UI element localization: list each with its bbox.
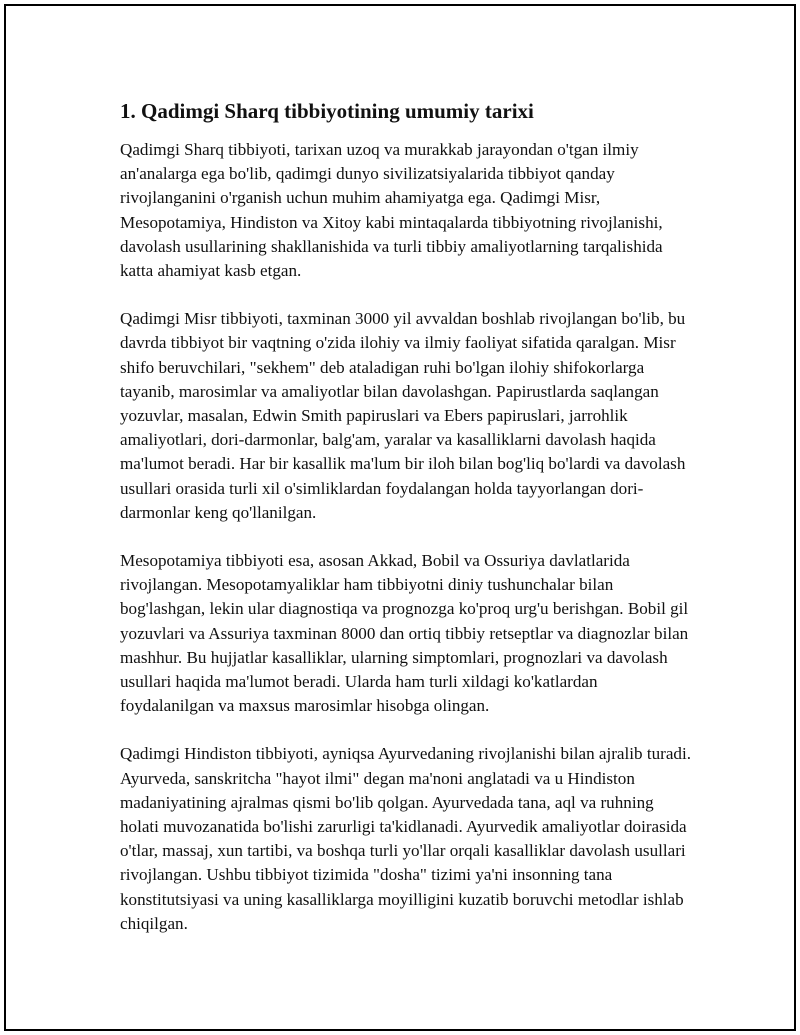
page-frame xyxy=(4,4,796,1031)
paragraph-mesopotamia: Mesopotamiya tibbiyoti esa, asosan Akkad, Bobil va Ossuriya davlatlarida rivojlangan. Mesopotamyaliklar ham tibbiyotni diniy tushunchalar bilan bog'lashgan, lekin ular diagnostiqa va prognozga ko'proq urg'u berishgan. Bobil gil yozuvlari va Assuriya taxminan 8000 dan ortiq tibbiy retseptlar va diagnozlar bilan mashhur. Bu hujjatlar kasalliklar, ularning simptomlari, prognozlari va davolash usullari haqida ma'lumot beradi. Ularda ham turli xildagi ko'katlardan foydalanilgan va maxsus marosimlar hisobga olingan. xyxy=(120,551,689,716)
paragraph-india: Qadimgi Hindiston tibbiyoti, ayniqsa Ayurvedaning rivojlanishi bilan ajralib turadi. Ayurveda, sanskritcha "hayot ilmi" degan ma'noni anglatadi va u Hindiston madaniyatining ajralmas qismi bo'lib qolgan. Ayurvedada tana, aql va ruhning holati muvozanatida bo'lishi zarurligi ta'kidlanadi. Ayurvedik amaliyotlar doirasida o'tlar, massaj, xun tartibi, va boshqa turli yo'llar orqali kasalliklar davolash usullari rivojlangan. Ushbu tibbiyot tizimida "dosha" tizimi ya'ni insonning tana konstitutsiyasi va uning kasalliklarga moyilligini kuzatib boruvchi metodlar ishlab chiqilgan. xyxy=(120,744,691,933)
paragraph-intro: Qadimgi Sharq tibbiyoti, tarixan uzoq va murakkab jarayondan o'tgan ilmiy an'analarga ega bo'lib, qadimgi dunyo sivilizatsiyalarida tibbiyot qanday rivojlanganini o'rganish uchun muhim ahamiyatga ega. Qadimgi Misr, Mesopotamiya, Hindiston va Xitoy kabi mintaqalarda tibbiyotning rivojlanishi, davolash usullarining shakllanishida va turli tibbiy amaliyotlarning tarqalishida katta ahamiyat kasb etgan. xyxy=(120,140,663,281)
paragraph-egypt: Qadimgi Misr tibbiyoti, taxminan 3000 yil avvaldan boshlab rivojlangan bo'lib, bu davrda tibbiyot bir vaqtning o'zida ilohiy va ilmiy faoliyat sifatida qaralgan. Misr shifo beruvchilari, "sekhem" deb ataladigan ruhi bo'lgan ilohiy shifokorlarga tayanib, marosimlar va amaliyotlar bilan davolashgan. Papirustlarda saqlangan yozuvlar, masalan, Edwin Smith papiruslari va Ebers papiruslari, jarrohlik amaliyotlari, dori-darmonlar, balg'am, yaralar va kasalliklarni davolash haqida ma'lumot beradi. Har bir kasallik ma'lum bir iloh bilan bog'liq bo'lardi va davolash usullari orasida turli xil o'simliklardan foydalangan holda tayyorlangan dori-darmonlar keng qo'llanilgan. xyxy=(120,309,686,522)
section-heading: 1. Qadimgi Sharq tibbiyotining umumiy tarixi xyxy=(120,99,534,123)
document-body xyxy=(120,94,695,960)
